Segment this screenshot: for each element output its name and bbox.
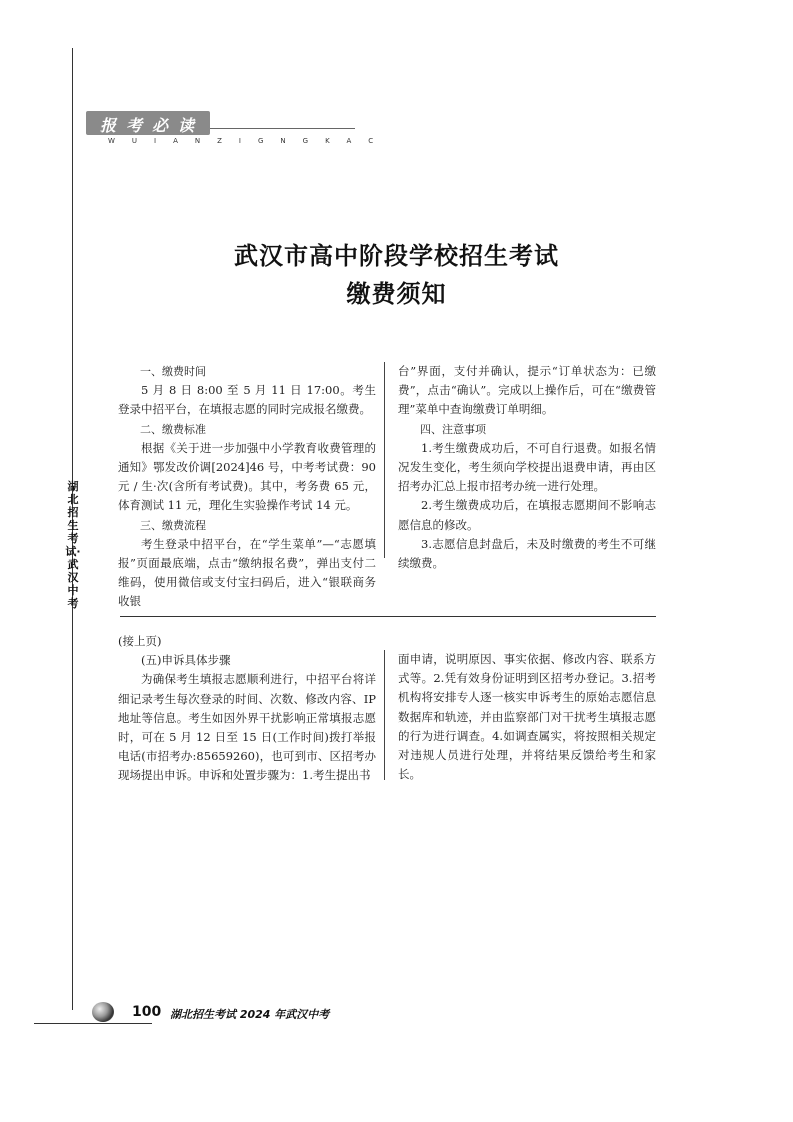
paragraph: (接上页) <box>118 634 162 648</box>
section-divider <box>120 616 656 617</box>
section-heading: 四、注意事项 <box>420 422 486 436</box>
section-heading: 二、缴费标准 <box>140 422 206 436</box>
sidebar-vertical-text: 湖北招生考试·武汉中考 <box>65 480 81 610</box>
paragraph: 3.志愿信息封盘后，未及时缴费的考生不可继续缴费。 <box>398 536 656 571</box>
section-label-rule <box>210 128 355 129</box>
section-heading: 三、缴费流程 <box>140 518 206 532</box>
paragraph: (五)申诉具体步骤 <box>141 653 231 668</box>
paragraph: 为确保考生填报志愿顺利进行，中招平台将详细记录考生每次登录的时间、次数、修改内容、IP 地址等信息。考生如因外界干扰影响正常填报志愿时，可在 5 月 12 日至 15 日(工作时间)拨打举报电话(市招考办:85659260)，也可到市、区招考办现场提出申诉。申诉和处置步骤为：1.考生提出书 <box>118 672 376 783</box>
section-pinyin: WUIANZIGNGKAC <box>108 137 391 145</box>
publication-title: 湖北招生考试 2024 年武汉中考 <box>170 1008 330 1021</box>
section-label-badge <box>86 111 210 135</box>
continued-column-right <box>398 650 656 784</box>
continued-column-left <box>118 632 376 786</box>
paragraph: 1.考生缴费成功后，不可自行退费。如报名情况发生变化，考生须向学校提出退费申请，再由区招考办汇总上报市招考办统一进行处理。 <box>398 440 656 494</box>
page-number: 100 <box>132 1004 162 1020</box>
publication-logo <box>92 1002 114 1022</box>
paragraph: 台”界面，支付并确认，提示“订单状态为：已缴费”，点击“确认”。完成以上操作后，可在“缴费管理”菜单中查询缴费订单明细。 <box>398 364 656 417</box>
paragraph: 面申请，说明原因、事实依据、修改内容、联系方式等。2.凭有效身份证明到区招考办登记。3.招考机构将安排专人逐一核实申诉考生的原始志愿信息数据库和轨迹，并由监察部门对干扰考生填报志愿的行为进行调查。4.如调查属实，将按照相关规定对违规人员进行处理，并将结果反馈给考生和家长。 <box>398 652 656 782</box>
paragraph: 考生登录中招平台，在“学生菜单”—“志愿填报”页面最底端，点击“缴纳报名费”，弹出支付二维码，使用微信或支付宝扫码后，进入“银联商务收银 <box>118 536 376 609</box>
footer-rule <box>34 1023 152 1024</box>
article-title-line2: 缴费须知 <box>346 280 447 308</box>
article-column-left <box>118 362 376 612</box>
paragraph: 2.考生缴费成功后，在填报志愿期间不影响志愿信息的修改。 <box>398 498 656 532</box>
article-title-line1: 武汉市高中阶段学校招生考试 <box>234 242 559 270</box>
section-heading: 一、缴费时间 <box>140 365 206 378</box>
column-divider <box>384 362 385 558</box>
article-column-right <box>398 362 656 573</box>
column-divider-lower <box>384 650 385 780</box>
paragraph: 根据《关于进一步加强中小学教育收费管理的通知》鄂发改价调[2024]46 号，中考考试费：90 元 / 生·次(含所有考试费)。其中，考务费 65 元，体育测试 11 元，理化生实验操作考试 14 元。 <box>118 440 376 513</box>
paragraph: 5 月 8 日 8:00 至 5 月 11 日 17:00。考生登录中招平台，在填报志愿的同时完成报名缴费。 <box>118 383 376 417</box>
section-label: 报考必读 <box>100 116 205 135</box>
